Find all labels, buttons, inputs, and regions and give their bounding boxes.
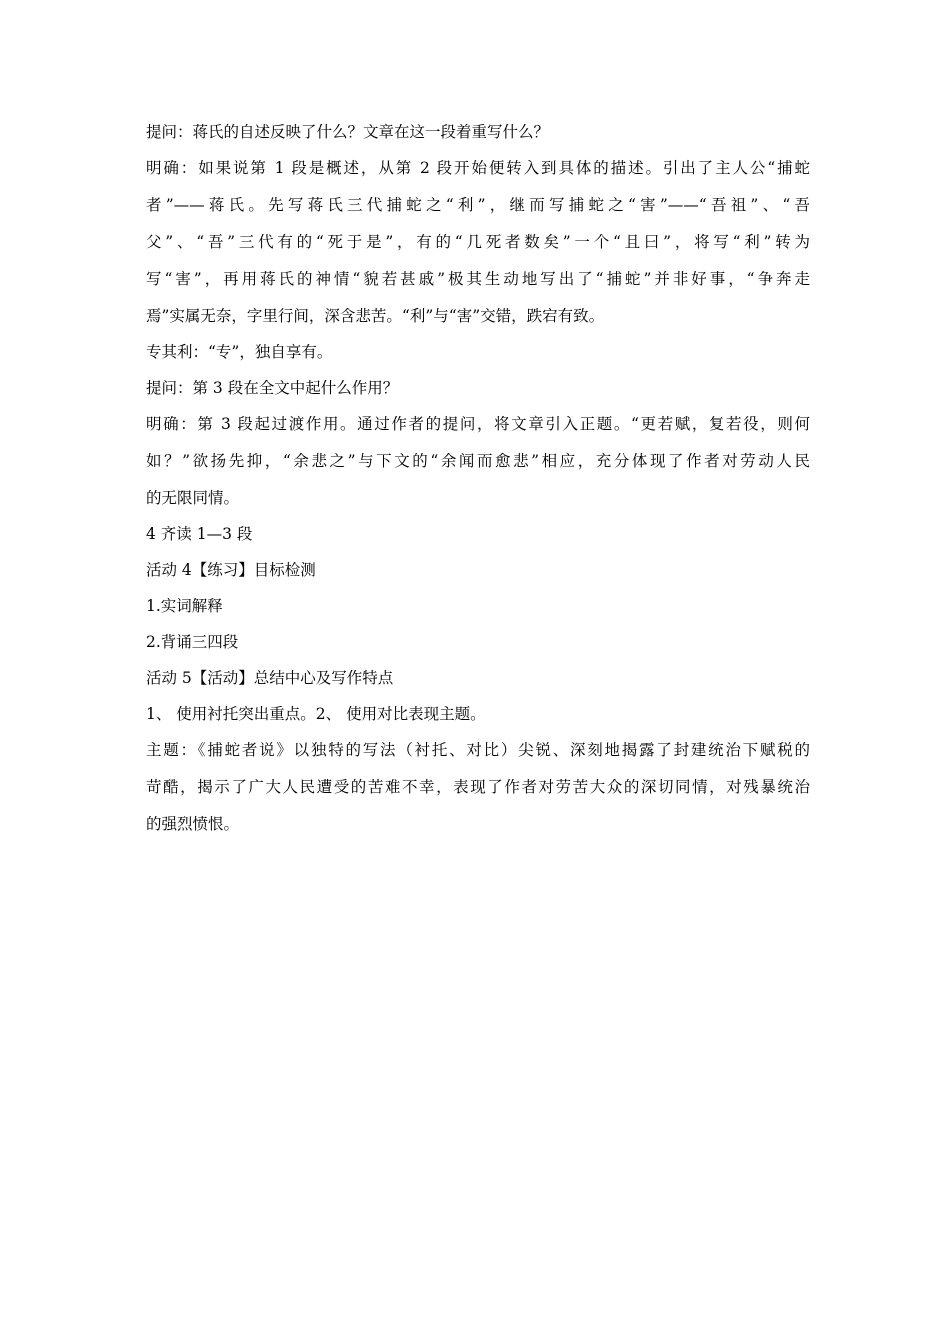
- theme-paragraph: [146, 740, 810, 834]
- answer-2: [146, 414, 810, 508]
- answer-2-line-2: 如？”欲扬先抑，“余悲之”与下文的“余闻而愈悲”相应，充分体现了作者对劳动人民: [146, 452, 810, 470]
- activity-4-heading: 活动 4【练习】目标检测: [146, 561, 316, 579]
- activity-4-item-2: 2.背诵三四段: [146, 633, 239, 651]
- vocab-note: 专其利：“专”，独自享有。: [146, 343, 333, 361]
- question-1: 提问：蒋氏的自述反映了什么？文章在这一段着重写什么？: [146, 123, 550, 141]
- answer-2-line-1: 明确：第 3 段起过渡作用。通过作者的提问，将文章引入正题。“更若赋，复若役，则何: [146, 415, 810, 433]
- activity-5-heading: 活动 5【活动】总结中心及写作特点: [146, 669, 394, 687]
- writing-features: 1、 使用衬托突出重点。2、 使用对比表现主题。: [146, 705, 486, 723]
- activity-4-item-1: 1.实词解释: [146, 597, 223, 615]
- answer-1: [146, 158, 810, 326]
- answer-1-line-3: 父”、“吾”三代有的“死于是”，有的“几死者数矣”一个“且曰”，将写“利”转为: [146, 233, 810, 251]
- theme-line-3: 的强烈愤恨。: [146, 815, 240, 833]
- answer-2-line-3: 的无限同情。: [146, 489, 240, 507]
- theme-line-2: 苛酷，揭示了广大人民遭受的苦难不幸，表现了作者对劳苦大众的深切同情，对残暴统治: [146, 778, 810, 796]
- read-aloud-step: 4 齐读 1—3 段: [146, 525, 253, 543]
- theme-line-1: 主题：《捕蛇者说》以独特的写法（衬托、对比）尖锐、深刻地揭露了封建统治下赋税的: [146, 741, 810, 759]
- answer-1-line-4: 写“害”，再用蒋氏的神情“貌若甚戚”极其生动地写出了“捕蛇”并非好事，“争奔走: [146, 270, 810, 288]
- question-2: 提问：第 3 段在全文中起什么作用？: [146, 379, 399, 397]
- answer-1-line-2: 者”——蒋氏。先写蒋氏三代捕蛇之“利”，继而写捕蛇之“害”——“吾祖”、“吾: [146, 196, 810, 214]
- answer-1-line-5: 焉”实属无奈，字里行间，深含悲苦。“利”与“害”交错，跌宕有致。: [146, 307, 605, 325]
- document-page: [146, 122, 810, 850]
- answer-1-line-1: 明确：如果说第 1 段是概述，从第 2 段开始便转入到具体的描述。引出了主人公“捕蛇: [146, 159, 810, 177]
